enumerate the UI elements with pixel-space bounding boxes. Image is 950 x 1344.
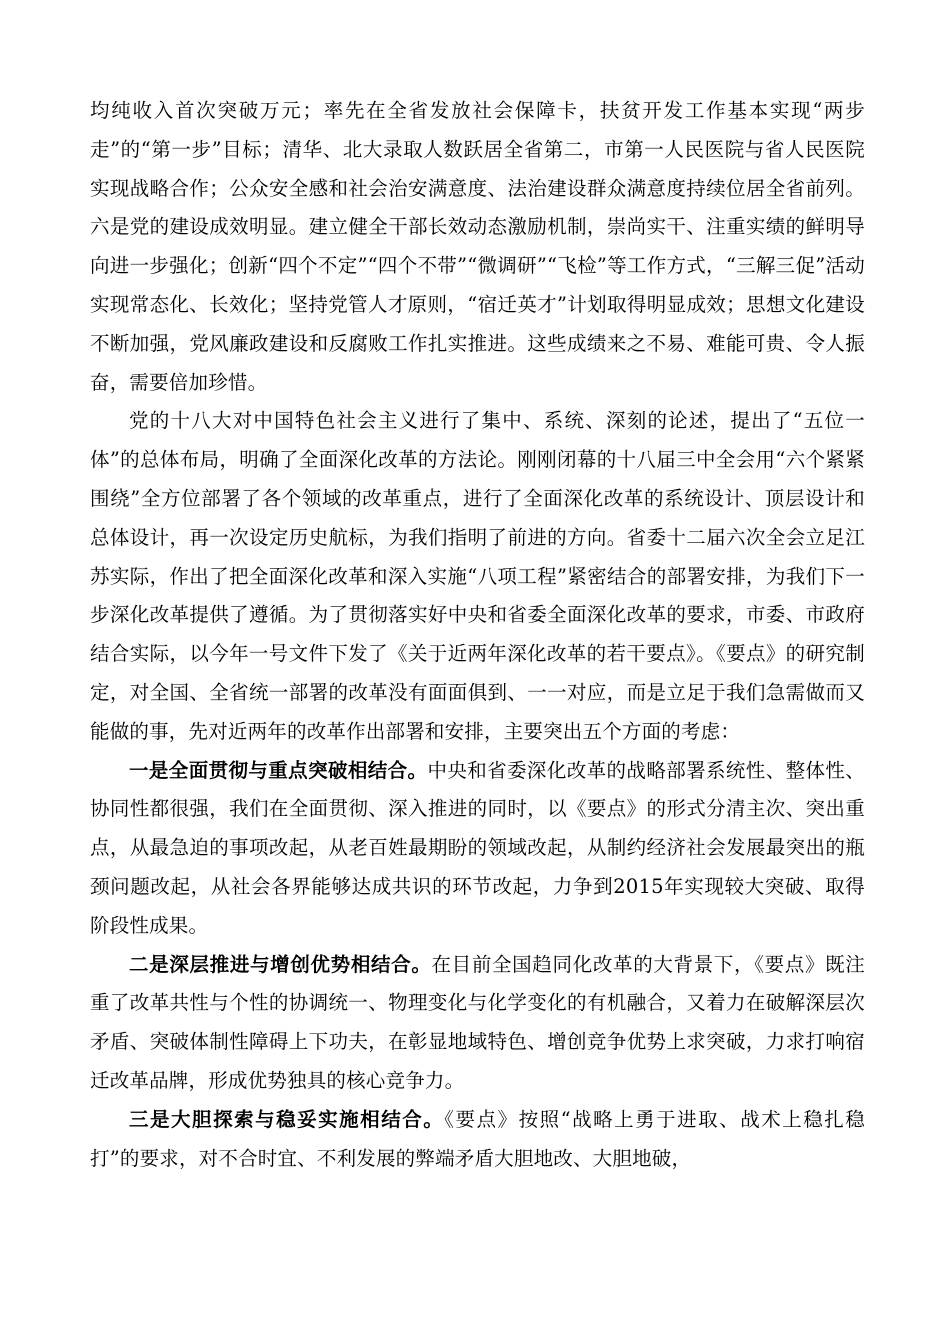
paragraph-4 xyxy=(90,946,865,1101)
document-body xyxy=(90,92,865,1178)
paragraph-5-lead: 三是大胆探索与稳妥实施相结合。 xyxy=(129,1107,445,1131)
paragraph-4-text: 在目前全国趋同化改革的大背景下，《要点》既注重了改革共性与个性的协调统一、物理变化与化学变化的有机融合，又着力在破解深层次矛盾、突破体制性障碍上下功夫，在彰显地域特色、增创竞争优势上求突破，力求打响宿迁改革品牌，形成优势独具的核心竞争力。 xyxy=(90,952,865,1092)
paragraph-3-lead: 一是全面贯彻与重点突破相结合。 xyxy=(129,758,428,782)
paragraph-1 xyxy=(90,92,865,402)
paragraph-3 xyxy=(90,752,865,946)
paragraph-2 xyxy=(90,402,865,751)
paragraph-1-text: 均纯收入首次突破万元；率先在全省发放社会保障卡，扶贫开发工作基本实现“两步走”的“第一步”目标；清华、北大录取人数跃居全省第二，市第一人民医院与省人民医院实现战略合作；公众安全感和社会治安满意度、法治建设群众满意度持续位居全省前列。六是党的建设成效明显。建立健全干部长效动态激励机制，崇尚实干、注重实绩的鲜明导向进一步强化；创新“四个不定”“四个不带”“微调研”“飞检”等工作方式，“三解三促”活动实现常态化、长效化；坚持党管人才原则，“宿迁英才”计划取得明显成效；思想文化建设不断加强，党风廉政建设和反腐败工作扎实推进。这些成绩来之不易、难能可贵、令人振奋，需要倍加珍惜。 xyxy=(90,99,865,394)
paragraph-5 xyxy=(90,1101,865,1179)
paragraph-4-lead: 二是深层推进与增创优势相结合。 xyxy=(129,952,432,976)
paragraph-5-text: 《要点》按照“战略上勇于进取、战术上稳扎稳打”的要求，对不合时宜、不利发展的弊端矛盾大胆地改、大胆地破， xyxy=(90,1107,865,1170)
paragraph-3-text: 中央和省委深化改革的战略部署系统性、整体性、协同性都很强，我们在全面贯彻、深入推进的同时，以《要点》的形式分清主次、突出重点，从最急迫的事项改起，从老百姓最期盼的领域改起，从制约经济社会发展最突出的瓶颈问题改起，从社会各界能够达成共识的环节改起，力争到2015年实现较大突破、取得阶段性成果。 xyxy=(90,758,865,937)
paragraph-2-text: 党的十八大对中国特色社会主义进行了集中、系统、深刻的论述，提出了“五位一体”的总体布局，明确了全面深化改革的方法论。刚刚闭幕的十八届三中全会用“六个紧紧围绕”全方位部署了各个领域的改革重点，进行了全面深化改革的系统设计、顶层设计和总体设计，再一次设定历史航标，为我们指明了前进的方向。省委十二届六次全会立足江苏实际，作出了把全面深化改革和深入实施“八项工程”紧密结合的部署安排，为我们下一步深化改革提供了遵循。为了贯彻落实好中央和省委全面深化改革的要求，市委、市政府结合实际，以今年一号文件下发了《关于近两年深化改革的若干要点》。《要点》的研究制定，对全国、全省统一部署的改革没有面面俱到、一一对应，而是立足于我们急需做而又能做的事，先对近两年的改革作出部署和安排，主要突出五个方面的考虑： xyxy=(90,409,865,743)
